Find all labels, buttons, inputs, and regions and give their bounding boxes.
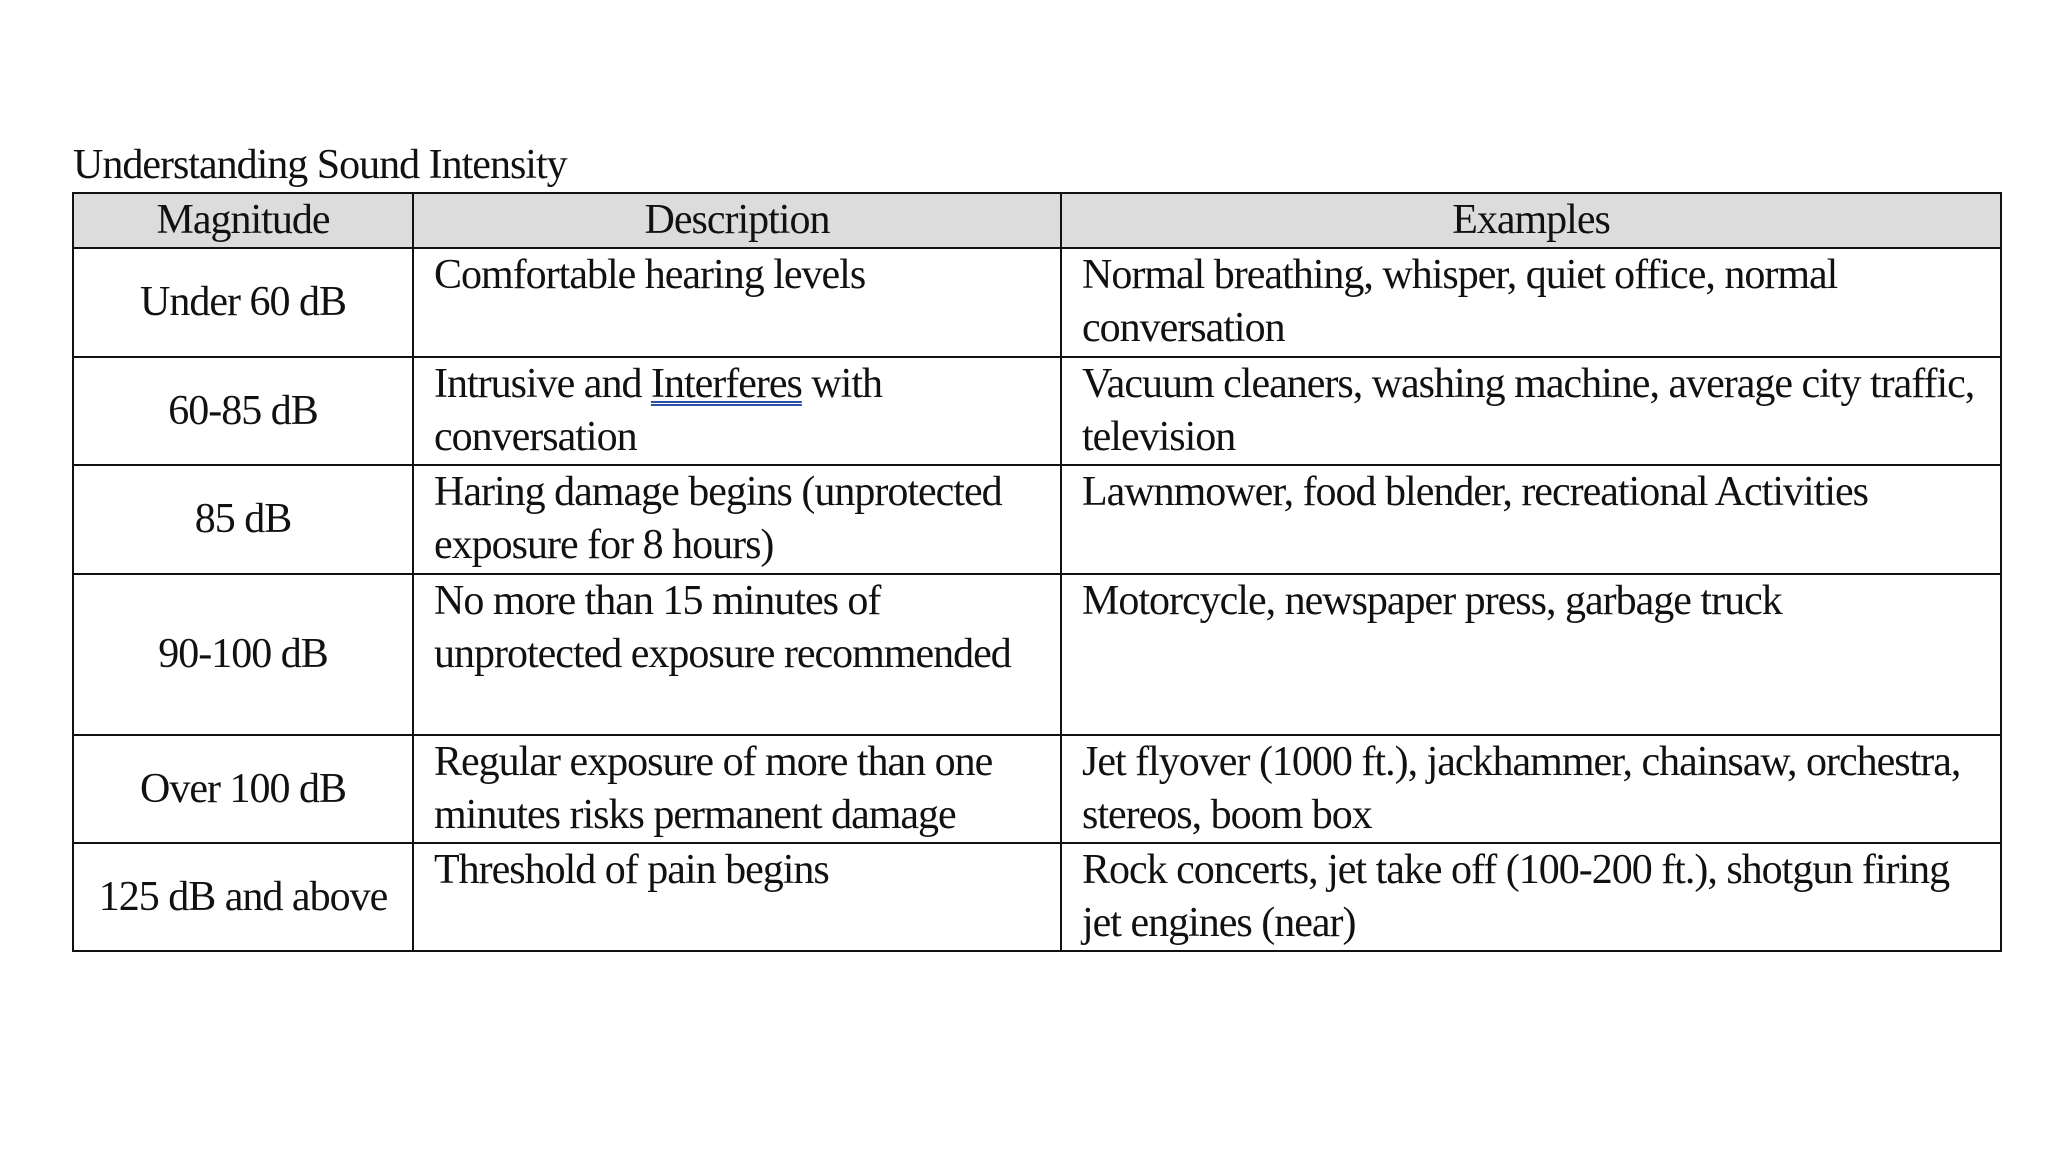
table-row: [73, 574, 2001, 735]
sound-intensity-table: [72, 192, 2002, 952]
table-row: [73, 735, 2001, 843]
document-title: Understanding Sound Intensity: [73, 142, 567, 188]
table-row: [73, 465, 2001, 574]
magnitude-cell: 90-100 dB: [73, 574, 413, 735]
examples-cell: Lawnmower, food blender, recreational Activities: [1061, 465, 2001, 574]
magnitude-cell: 85 dB: [73, 465, 413, 574]
examples-cell: Motorcycle, newspaper press, garbage truck: [1061, 574, 2001, 735]
examples-cell: Vacuum cleaners, washing machine, average city traffic, television: [1061, 357, 2001, 465]
spellcheck-flagged-word[interactable]: Interferes: [650, 361, 802, 407]
description-cell: Threshold of pain begins: [413, 843, 1061, 951]
table-row: [73, 843, 2001, 951]
header-magnitude: Magnitude: [73, 193, 413, 248]
header-description: Description: [413, 193, 1061, 248]
description-cell: Haring damage begins (unprotected exposure for 8 hours): [413, 465, 1061, 574]
magnitude-cell: 125 dB and above: [73, 843, 413, 951]
table-row: [73, 357, 2001, 465]
examples-cell: Jet flyover (1000 ft.), jackhammer, chainsaw, orchestra, stereos, boom box: [1061, 735, 2001, 843]
description-cell: No more than 15 minutes of unprotected exposure recommended: [413, 574, 1061, 735]
description-text: Intrusive and: [434, 361, 651, 407]
description-cell: Comfortable hearing levels: [413, 248, 1061, 357]
header-examples: Examples: [1061, 193, 2001, 248]
examples-cell: Normal breathing, whisper, quiet office, normal conversation: [1061, 248, 2001, 357]
magnitude-cell: Under 60 dB: [73, 248, 413, 357]
description-cell: [413, 357, 1061, 465]
table-row: [73, 248, 2001, 357]
magnitude-cell: Over 100 dB: [73, 735, 413, 843]
description-cell: Regular exposure of more than one minutes risks permanent damage: [413, 735, 1061, 843]
examples-cell: Rock concerts, jet take off (100-200 ft.), shotgun firing jet engines (near): [1061, 843, 2001, 951]
table-header-row: [73, 193, 2001, 248]
magnitude-cell: 60-85 dB: [73, 357, 413, 465]
description-text: with conversation: [434, 361, 883, 460]
